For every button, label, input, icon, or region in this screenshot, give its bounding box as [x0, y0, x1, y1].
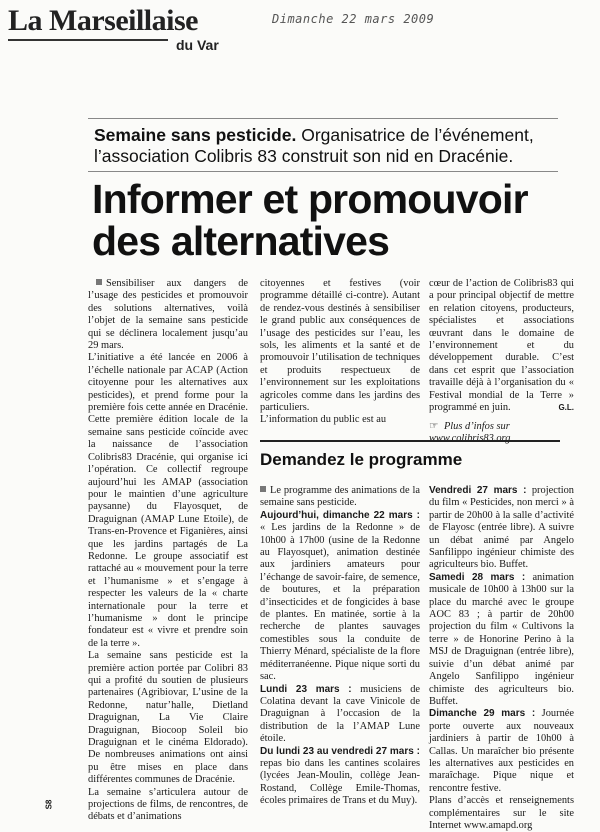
paragraph: La semaine sans pesticide est la première action portée par Colibri 83 qui a profité du soutien de plusieurs partenaires (Agribiovar, L’usine de la Redonne, natur’halle, Dietland Draguignan, La Vie Claire Draguignan, Biocoop Soleil bio Draguignan et le cinéma Eldorado). De nombreuses animations ont ainsi pu être mises en place dans différentes communes de Dracénie. — [88, 650, 248, 786]
programme-column-2 — [429, 485, 574, 832]
masthead-rule — [8, 39, 168, 41]
more-info-url[interactable]: www.colibris83.org — [429, 433, 511, 445]
programme-entry: Dimanche 29 mars : Journée porte ouverte aux nouveaux jardiniers à partir de 10h00 à Callas. Un maraîcher bio présente les alternatives aux pesticides en maraîchage. Pique nique et rencontre festive. — [429, 708, 574, 794]
column-1 — [88, 278, 248, 824]
paragraph: citoyennes et festives (voir programme détaillé ci-contre). Autant de rendez-vous destinés à sensibiliser le grand public aux conséquences de l’usage des pesticides sur l’eau, les sols, les aliments et la santé et de promouvoir l’utilisation de techniques et produits respectueux de l’environnement sur les exploitations agricoles comme dans les jardins des particuliers. — [260, 278, 420, 414]
programme-footer: Plans d’accès et renseignements complémentaires sur le site Internet www.amapd.org — [429, 795, 574, 831]
programme-entry: Lundi 23 mars : musiciens de Colatina devant la cave Vinicole de Draguignan à l’occasion de la distribution de la l’AMAP Lune étoile. — [260, 683, 421, 745]
square-bullet-icon — [260, 486, 266, 492]
programme-entry: Samedi 28 mars : animation musicale de 10h00 à 13h00 sur la place du marché avec le groupe AOC 83 ; à partir de 20h00 projection du film « Cultivons la terre » de Honorine Perino à la MSJ de Draguignan (entrée libre), suivie d’un débat animé par Angelo Sanfilippo ingénieur chimiste des agriculteurs bio. Buffet. — [429, 571, 574, 707]
pointing-hand-icon: ☞ — [429, 420, 439, 432]
kicker-rest: Organisatrice de l’événement, l’association Colibris 83 construit son nid en Dracénie. — [94, 125, 534, 166]
paragraph: cœur de l’action de Colibris83 qui a pour principal objectif de mettre en relation citoyens, producteurs, spécialistes et associations œuvrant dans le domaine de l’environnement et du développement durable. C’est dans cet esprit que l’association travaille déjà à l’organisation du « Festival mondial de la Terre » programmé en juin. — [429, 278, 574, 414]
article-header — [88, 118, 558, 262]
masthead — [8, 4, 268, 53]
newspaper-logo: La Marseillaise — [8, 4, 198, 37]
programme-intro: Le programme des animations de la semaine sans pesticide. — [260, 485, 420, 509]
paragraph: Sensibiliser aux dangers de l’usage des pesticides et promouvoir des solutions alternatives, voilà l’objet de la semaine sans pesticide qui se déclinera localement jusqu’au 29 mars. — [88, 278, 248, 352]
square-bullet-icon — [96, 279, 102, 285]
more-info-label: Plus d’infos sur — [443, 420, 510, 432]
programme-title: Demandez le programme — [260, 440, 560, 470]
programme-entry: Vendredi 27 mars : projection du film « Pesticides, non merci » à partir de 20h00 à la salle d’activité de Flayosc (entrée libre). A suivre un débat animé par Angelo Sanfilippo ingénieur chimiste des agriculteurs bio. Buffet. — [429, 485, 574, 571]
programme-entry: Aujourd’hui, dimanche 22 mars : « Les jardins de la Redonne » de 10h00 à 17h00 (usine de la Redonne au Flayosquet), animation destinée aux jardiniers amateurs pour l’échange de savoir-faire, de semence, de boutures, et la préparation d’insecticides et de fongicides à base de plantes. En matinée, sortie à la recherche de plantes sauvages comestibles sous la conduite de Thierry Ménard, spécialiste de la flore méditerranéenne. Pique nique sorti du sac. — [260, 509, 420, 683]
programme-entry: Du lundi 23 au vendredi 27 mars : repas bio dans les cantines scolaires (lycées Jean-Moulin, collège Jean-Rostand, Collège Emile-Thomas, écoles primaires de Trans et du Muy). — [260, 745, 420, 807]
handwritten-date: Dimanche 22 mars 2009 — [272, 12, 435, 26]
paragraph: L’information du public est au — [260, 414, 387, 426]
paragraph: La semaine s’articulera autour de projections de films, de rencontres, de débats et d’animations — [88, 786, 248, 823]
page-number: S8 — [44, 799, 54, 810]
kicker — [88, 118, 558, 172]
edition-label: du Var — [176, 37, 219, 53]
author-initials: G.L. — [558, 403, 574, 413]
headline: Informer et promouvoir des alternatives — [92, 176, 528, 264]
paragraph: L’initiative a été lancée en 2006 à l’échelle nationale par ACAP (Action citoyenne pour les alternatives aux pesticides), et prend forme pour la première fois cette année en Dracénie. Cette première édition locale de la semaine sans pesticide coïncide avec la naissance de l’association Colibris83 Dracénie, qui organise ici l’opération. Ce collectif regroupe aujourd’hui les AMAP (association pour le maintien d’une agriculture paysanne) du Flayosquet, de Draguignan (AMAP Lune Etoile), de Trans-en-Provence et Figanières, ainsi que les jardins partagés de La Redonne. Le groupe associatif est rattaché au « mouvement pour la terre et l’humanisme » et s’engage à respecter les valeurs de la « charte internationale pour la terre et l’humanisme » dont le principe fondateur est « vivre et prendre soin de la terre ». — [88, 352, 248, 649]
column-2 — [260, 278, 420, 427]
programme-column-1 — [260, 485, 420, 808]
kicker-lead: Semaine sans pesticide. — [94, 125, 297, 145]
column-3 — [429, 278, 574, 446]
